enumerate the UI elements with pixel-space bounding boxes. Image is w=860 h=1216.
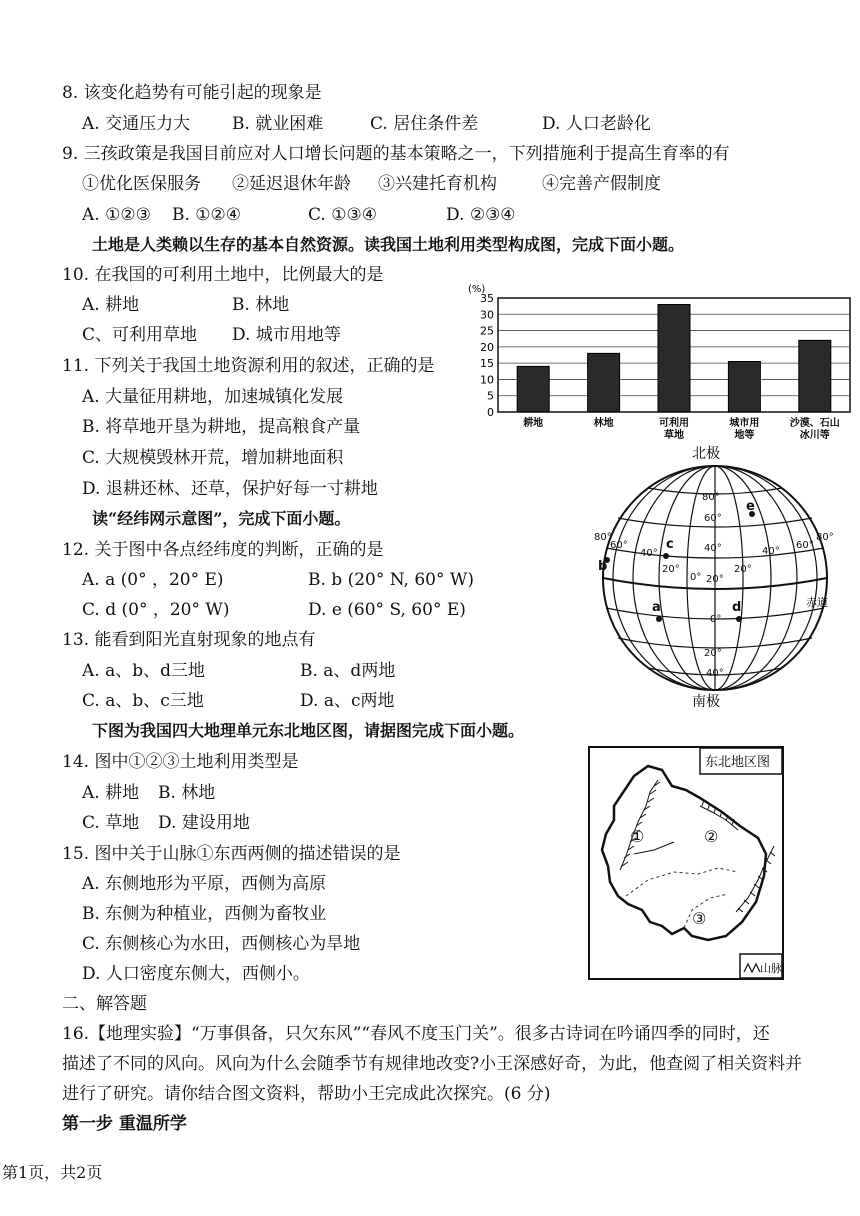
point-d-label: d <box>732 600 742 615</box>
chart-xtick-label: 城市用 <box>729 418 760 429</box>
q12-option-d: D. e (60° S, 60° E) <box>308 600 466 620</box>
lat-label-80: 80° <box>702 492 720 503</box>
point-a-label: a <box>652 600 661 615</box>
lon-label-0: 0° <box>690 572 702 583</box>
q9-measure-3: ③兴建托育机构 <box>378 174 497 194</box>
q9-measure-4: ④完善产假制度 <box>542 174 661 194</box>
point-d <box>736 616 742 622</box>
lat-label-20s: 20° <box>704 648 722 659</box>
q13-option-b: B. a、d两地 <box>300 661 396 681</box>
q11-option-a: A. 大量征用耕地，加速城镇化发展 <box>82 387 344 407</box>
chart-bar <box>517 366 549 412</box>
q12-option-a: A. a (0° ，20° E) <box>82 570 224 590</box>
chart-ylabel: (%) <box>468 284 486 295</box>
q11-option-b: B. 将草地开垦为耕地，提高粮食产量 <box>82 417 361 437</box>
lon-label-40w: 40° <box>640 548 658 559</box>
south-pole-label: 南极 <box>692 694 720 710</box>
q16-line-1: 16.【地理实验】“万事俱备，只欠东风”“春风不度玉门关”。很多古诗词在吟诵四季的同时，还 <box>62 1024 770 1044</box>
lon-label-60w: 60° <box>610 540 628 551</box>
q16-line-2: 描述了不同的风向。风向为什么会随季节有规律地改变?小王深感好奇，为此，他查阅了相关资料并 <box>62 1054 803 1074</box>
q9-stem: 9. 三孩政策是我国目前应对人口增长问题的基本策略之一，下列措施利于提高生育率的有 <box>62 144 730 164</box>
lat-label-20: 20° <box>706 574 724 585</box>
q15-option-b: B. 东侧为种植业，西侧为畜牧业 <box>82 904 327 924</box>
lon-label-80w: 80° <box>594 532 612 543</box>
q10-option-c: C、可利用草地 <box>82 325 198 345</box>
q12-stem: 12. 关于图中各点经纬度的判断，正确的是 <box>62 540 384 560</box>
chart-bar <box>728 362 760 412</box>
lat-label-0: 0° <box>710 614 722 625</box>
lat-label-40: 40° <box>704 543 722 554</box>
section-2-heading: 二、解答题 <box>62 994 147 1014</box>
land-use-bar-chart <box>458 280 858 440</box>
q8-stem: 8. 该变化趋势有可能引起的现象是 <box>62 83 322 103</box>
point-e-label: e <box>746 499 755 514</box>
point-c-label: c <box>666 537 674 552</box>
grid-intro: 读“经纬网示意图”，完成下面小题。 <box>92 509 351 528</box>
map-title: 东北地区图 <box>705 755 771 770</box>
chart-xtick-label: 沙漠、石山 <box>789 418 840 429</box>
map-label-2: ② <box>704 827 719 846</box>
chart-xtick-label: 冰川等 <box>799 430 830 440</box>
chart-xtick-label: 耕地 <box>523 418 544 429</box>
page-footer: 第1页，共2页 <box>2 1163 103 1182</box>
q9-measure-2: ②延迟退休年龄 <box>232 174 351 194</box>
chart-ytick-label: 5 <box>487 389 494 403</box>
northeast-china-map <box>588 746 784 980</box>
q8-option-a: A. 交通压力大 <box>82 114 191 134</box>
step-1-heading: 第一步 重温所学 <box>62 1114 187 1134</box>
q9-option-d: D. ②③④ <box>446 205 516 225</box>
map-label-3: ③ <box>692 909 707 928</box>
q10-option-d: D. 城市用地等 <box>232 325 341 345</box>
chart-xtick-label: 地等 <box>734 430 755 440</box>
chart-ytick-label: 20 <box>480 340 494 354</box>
chart-ytick-label: 25 <box>480 324 494 338</box>
q9-option-c: C. ①③④ <box>308 205 377 225</box>
q9-option-a: A. ①②③ <box>82 205 151 225</box>
land-intro: 土地是人类赖以生存的基本自然资源。读我国土地利用类型构成图，完成下面小题。 <box>92 235 685 254</box>
q14-option-b: B. 林地 <box>158 783 216 803</box>
q14-option-c: C. 草地 <box>82 813 140 833</box>
q15-stem: 15. 图中关于山脉①东西两侧的描述错误的是 <box>62 844 401 864</box>
lon-label-20e: 20° <box>734 564 752 575</box>
q14-stem: 14. 图中①②③土地利用类型是 <box>62 752 299 772</box>
point-b-label: b <box>598 559 608 574</box>
q15-option-c: C. 东侧核心为水田，西侧核心为旱地 <box>82 934 361 954</box>
q13-option-c: C. a、b、c三地 <box>82 691 204 711</box>
lat-lon-grid-globe <box>582 444 852 710</box>
q11-option-c: C. 大规模毁林开荒，增加耕地面积 <box>82 448 344 468</box>
north-pole-label: 北极 <box>692 446 720 462</box>
chart-bar <box>799 340 831 412</box>
chart-bar <box>658 305 690 412</box>
ne-intro: 下图为我国四大地理单元东北地区图，请据图完成下面小题。 <box>92 721 525 740</box>
lat-label-60: 60° <box>704 513 722 524</box>
chart-ytick-label: 0 <box>487 406 494 419</box>
lon-label-40e: 40° <box>762 546 780 557</box>
lon-label-20w: 20° <box>662 564 680 575</box>
q10-stem: 10. 在我国的可利用土地中，比例最大的是 <box>62 265 384 285</box>
point-c <box>663 553 669 559</box>
q10-option-a: A. 耕地 <box>82 295 140 315</box>
q10-option-b: B. 林地 <box>232 295 290 315</box>
chart-ytick-label: 10 <box>480 373 494 387</box>
q14-option-d: D. 建设用地 <box>158 813 250 833</box>
chart-xtick-label: 可利用 <box>659 418 689 429</box>
lon-label-60e: 60° <box>796 540 814 551</box>
q11-stem: 11. 下列关于我国土地资源利用的叙述，正确的是 <box>62 356 435 376</box>
chart-ytick-label: 35 <box>480 292 494 305</box>
q8-option-c: C. 居住条件差 <box>370 114 479 134</box>
q8-option-d: D. 人口老龄化 <box>542 114 651 134</box>
map-label-1: ① <box>630 827 645 846</box>
lat-label-40s: 40° <box>706 668 724 679</box>
q15-option-d: D. 人口密度东侧大，西侧小。 <box>82 964 310 984</box>
chart-ytick-label: 15 <box>480 357 494 371</box>
q9-measure-1: ①优化医保服务 <box>82 174 201 194</box>
q12-option-b: B. b (20° N, 60° W) <box>308 570 474 590</box>
chart-xtick-label: 草地 <box>664 430 684 440</box>
q15-option-a: A. 东侧地形为平原，西侧为高原 <box>82 874 327 894</box>
q13-option-a: A. a、b、d三地 <box>82 661 205 681</box>
chart-bar <box>588 353 620 412</box>
q14-option-a: A. 耕地 <box>82 783 140 803</box>
equator-label: 赤道 <box>806 596 828 609</box>
q12-option-c: C. d (0° ，20° W) <box>82 600 230 620</box>
lon-label-80e: 80° <box>816 532 834 543</box>
chart-ytick-label: 30 <box>480 308 494 322</box>
q13-option-d: D. a、c两地 <box>300 691 395 711</box>
q16-line-3: 进行了研究。请你结合图文资料，帮助小王完成此次探究。(6 分) <box>62 1084 551 1104</box>
point-a <box>656 616 662 622</box>
q13-stem: 13. 能看到阳光直射现象的地点有 <box>62 630 316 650</box>
legend-label: 山脉 <box>760 962 782 975</box>
q11-option-d: D. 退耕还林、还草，保护好每一寸耕地 <box>82 479 378 499</box>
q9-option-b: B. ①②④ <box>172 205 242 225</box>
q8-option-b: B. 就业困难 <box>232 114 324 134</box>
chart-xtick-label: 林地 <box>593 418 614 429</box>
